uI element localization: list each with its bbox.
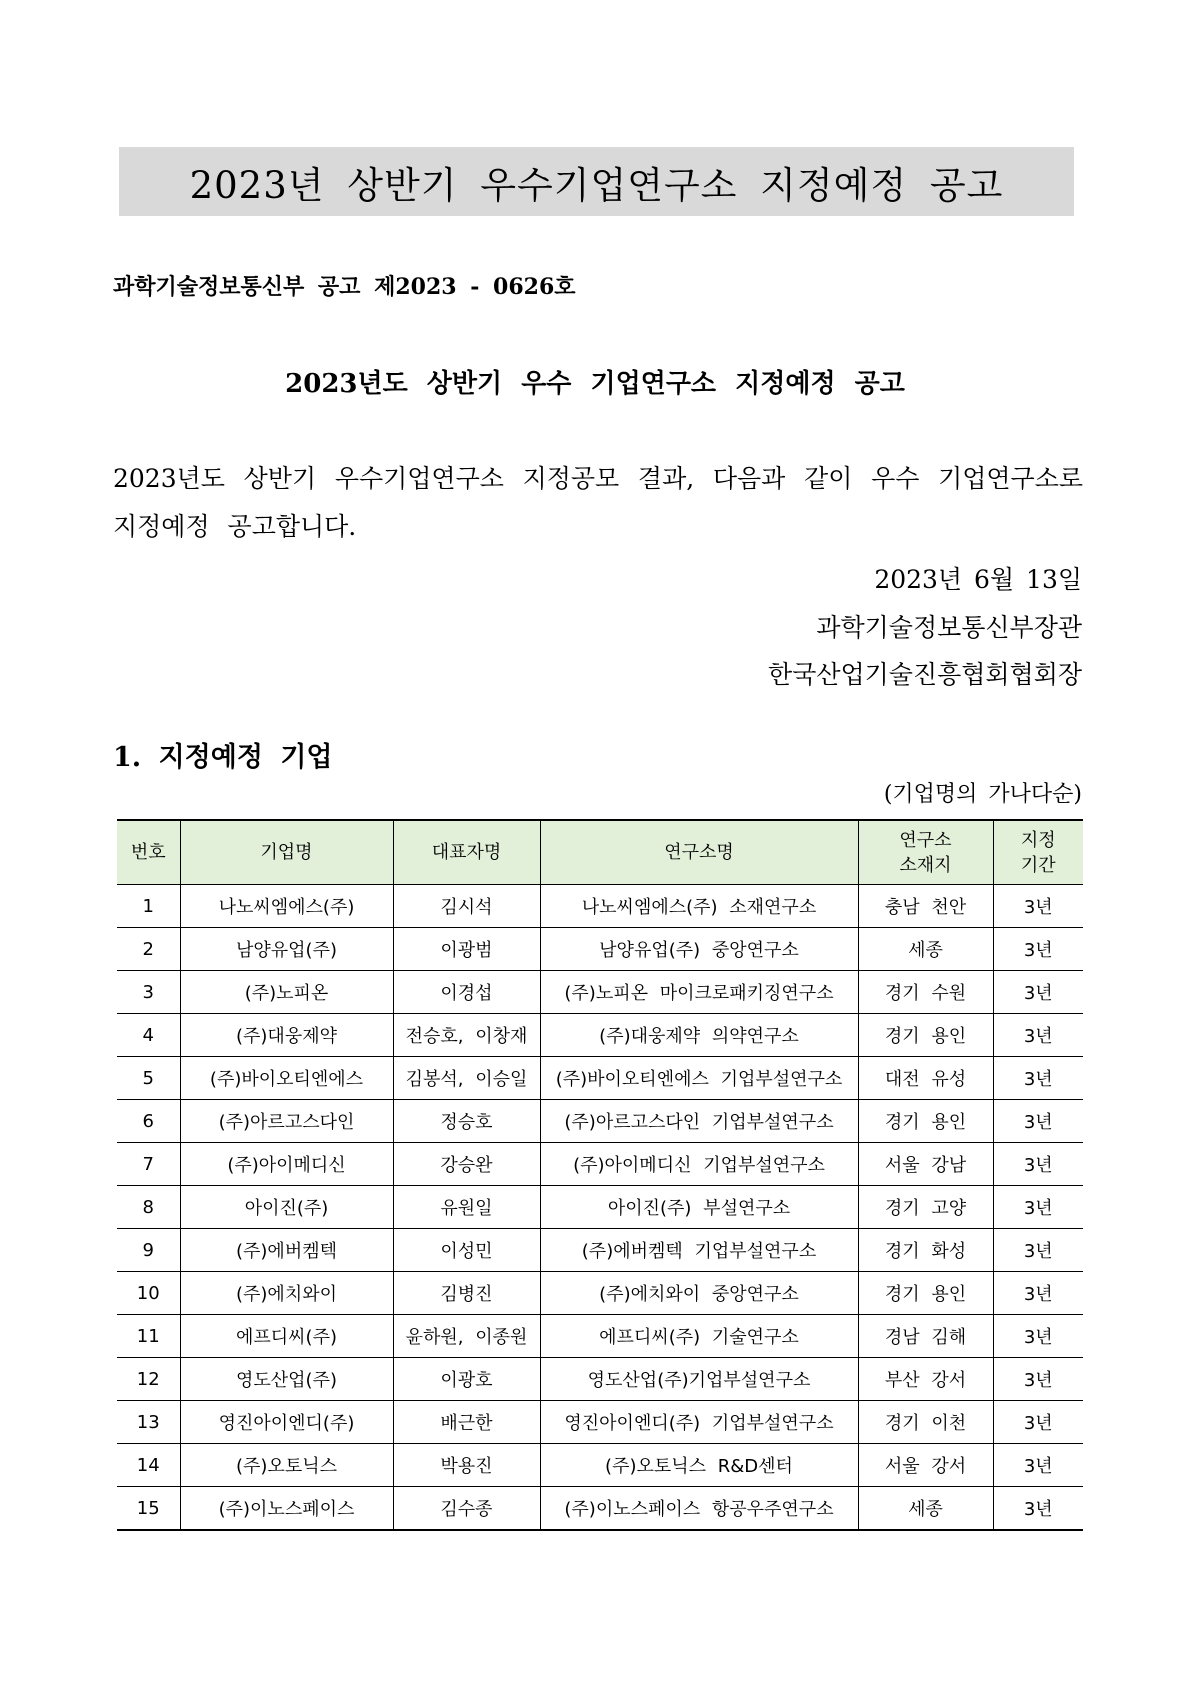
cell-company: (주)에치와이 xyxy=(180,1272,393,1315)
table-row xyxy=(117,1444,1083,1487)
cell-company: (주)이노스페이스 xyxy=(180,1487,393,1531)
cell-company: (주)대웅제약 xyxy=(180,1014,393,1057)
cell-lab: (주)에버켐텍 기업부설연구소 xyxy=(540,1229,858,1272)
cell-no: 3 xyxy=(117,971,180,1014)
cell-no: 15 xyxy=(117,1487,180,1531)
cell-company: (주)아이메디신 xyxy=(180,1143,393,1186)
table-row xyxy=(117,1143,1083,1186)
header-ceo: 대표자명 xyxy=(393,820,540,885)
cell-lab: (주)오토닉스 R&D센터 xyxy=(540,1444,858,1487)
section-heading: 1. 지정예정 기업 xyxy=(113,742,333,773)
cell-lab: (주)아이메디신 기업부설연구소 xyxy=(540,1143,858,1186)
cell-ceo: 정승호 xyxy=(393,1100,540,1143)
cell-location: 경남 김해 xyxy=(858,1315,993,1358)
cell-no: 13 xyxy=(117,1401,180,1444)
cell-period: 3년 xyxy=(993,1229,1083,1272)
cell-period: 3년 xyxy=(993,971,1083,1014)
notice-number: 과학기술정보통신부 공고 제2023 - 0626호 xyxy=(113,274,576,300)
cell-lab: (주)아르고스다인 기업부설연구소 xyxy=(540,1100,858,1143)
cell-location: 부산 강서 xyxy=(858,1358,993,1401)
table-row xyxy=(117,1315,1083,1358)
table-row xyxy=(117,1100,1083,1143)
cell-ceo: 김시석 xyxy=(393,885,540,928)
cell-ceo: 김병진 xyxy=(393,1272,540,1315)
cell-lab: 에프디씨(주) 기술연구소 xyxy=(540,1315,858,1358)
cell-company: (주)에버켐텍 xyxy=(180,1229,393,1272)
cell-location: 대전 유성 xyxy=(858,1057,993,1100)
cell-ceo: 김수종 xyxy=(393,1487,540,1531)
cell-ceo: 김봉석, 이승일 xyxy=(393,1057,540,1100)
header-period-line2: 기간 xyxy=(1020,854,1056,876)
cell-no: 9 xyxy=(117,1229,180,1272)
table-body xyxy=(117,885,1083,1531)
cell-no: 7 xyxy=(117,1143,180,1186)
header-lab: 연구소명 xyxy=(540,820,858,885)
notice-body: 2023년도 상반기 우수기업연구소 지정공모 결과, 다음과 같이 우수 기업연구소로 지정예정 공고합니다. xyxy=(113,464,1083,541)
header-no: 번호 xyxy=(117,820,180,885)
cell-location: 경기 용인 xyxy=(858,1014,993,1057)
table-row xyxy=(117,1057,1083,1100)
header-location-line1: 연구소 xyxy=(899,829,952,851)
cell-lab: (주)에치와이 중앙연구소 xyxy=(540,1272,858,1315)
header-location-line2: 소재지 xyxy=(899,854,952,876)
cell-no: 1 xyxy=(117,885,180,928)
signatory-association: 한국산업기술진흥협회협회장 xyxy=(768,660,1082,689)
cell-no: 10 xyxy=(117,1272,180,1315)
cell-company: (주)오토닉스 xyxy=(180,1444,393,1487)
cell-ceo: 유원일 xyxy=(393,1186,540,1229)
cell-company: 에프디씨(주) xyxy=(180,1315,393,1358)
cell-company: 아이진(주) xyxy=(180,1186,393,1229)
cell-company: 영진아이엔디(주) xyxy=(180,1401,393,1444)
cell-location: 경기 화성 xyxy=(858,1229,993,1272)
cell-location: 세종 xyxy=(858,1487,993,1531)
cell-location: 충남 천안 xyxy=(858,885,993,928)
cell-location: 경기 고양 xyxy=(858,1186,993,1229)
cell-location: 서울 강남 xyxy=(858,1143,993,1186)
cell-period: 3년 xyxy=(993,1401,1083,1444)
table-row xyxy=(117,885,1083,928)
cell-location: 경기 용인 xyxy=(858,1272,993,1315)
cell-company: 나노씨엠에스(주) xyxy=(180,885,393,928)
cell-period: 3년 xyxy=(993,1272,1083,1315)
cell-no: 2 xyxy=(117,928,180,971)
cell-period: 3년 xyxy=(993,1143,1083,1186)
cell-period: 3년 xyxy=(993,1487,1083,1531)
cell-period: 3년 xyxy=(993,885,1083,928)
cell-no: 11 xyxy=(117,1315,180,1358)
cell-period: 3년 xyxy=(993,1444,1083,1487)
cell-ceo: 이광호 xyxy=(393,1358,540,1401)
header-location xyxy=(858,820,993,885)
table-row xyxy=(117,971,1083,1014)
table-row xyxy=(117,1014,1083,1057)
notice-subtitle: 2023년도 상반기 우수 기업연구소 지정예정 공고 xyxy=(285,369,905,399)
cell-location: 세종 xyxy=(858,928,993,971)
header-period xyxy=(993,820,1083,885)
cell-lab: (주)대웅제약 의약연구소 xyxy=(540,1014,858,1057)
cell-no: 12 xyxy=(117,1358,180,1401)
table-row xyxy=(117,1358,1083,1401)
cell-location: 경기 이천 xyxy=(858,1401,993,1444)
table-row xyxy=(117,1487,1083,1531)
cell-period: 3년 xyxy=(993,1186,1083,1229)
cell-period: 3년 xyxy=(993,1358,1083,1401)
cell-no: 5 xyxy=(117,1057,180,1100)
table-row xyxy=(117,1186,1083,1229)
cell-company: 영도산업(주) xyxy=(180,1358,393,1401)
cell-company: 남양유업(주) xyxy=(180,928,393,971)
cell-lab: (주)노피온 마이크로패키징연구소 xyxy=(540,971,858,1014)
header-period-line1: 지정 xyxy=(1020,829,1056,851)
cell-period: 3년 xyxy=(993,1014,1083,1057)
cell-period: 3년 xyxy=(993,1057,1083,1100)
cell-lab: 남양유업(주) 중앙연구소 xyxy=(540,928,858,971)
cell-location: 경기 수원 xyxy=(858,971,993,1014)
cell-lab: 영진아이엔디(주) 기업부설연구소 xyxy=(540,1401,858,1444)
cell-ceo: 강승완 xyxy=(393,1143,540,1186)
cell-ceo: 전승호, 이창재 xyxy=(393,1014,540,1057)
cell-no: 8 xyxy=(117,1186,180,1229)
cell-no: 14 xyxy=(117,1444,180,1487)
title-banner xyxy=(119,147,1074,216)
cell-period: 3년 xyxy=(993,928,1083,971)
cell-lab: (주)바이오티엔에스 기업부설연구소 xyxy=(540,1057,858,1100)
cell-lab: 나노씨엠에스(주) 소재연구소 xyxy=(540,885,858,928)
cell-period: 3년 xyxy=(993,1100,1083,1143)
page-title: 2023년 상반기 우수기업연구소 지정예정 공고 xyxy=(189,163,1004,207)
cell-ceo: 이성민 xyxy=(393,1229,540,1272)
cell-period: 3년 xyxy=(993,1315,1083,1358)
cell-location: 서울 강서 xyxy=(858,1444,993,1487)
cell-no: 4 xyxy=(117,1014,180,1057)
cell-ceo: 이광범 xyxy=(393,928,540,971)
signatory-minister: 과학기술정보통신부장관 xyxy=(816,613,1082,642)
cell-company: (주)노피온 xyxy=(180,971,393,1014)
cell-lab: 아이진(주) 부설연구소 xyxy=(540,1186,858,1229)
cell-no: 6 xyxy=(117,1100,180,1143)
header-company: 기업명 xyxy=(180,820,393,885)
cell-ceo: 이경섭 xyxy=(393,971,540,1014)
notice-date: 2023년 6월 13일 xyxy=(874,565,1082,594)
table-row xyxy=(117,1401,1083,1444)
table-row xyxy=(117,928,1083,971)
cell-lab: 영도산업(주)기업부설연구소 xyxy=(540,1358,858,1401)
cell-ceo: 배근한 xyxy=(393,1401,540,1444)
table-row xyxy=(117,1272,1083,1315)
designated-companies-table xyxy=(117,819,1083,1531)
cell-company: (주)아르고스다인 xyxy=(180,1100,393,1143)
cell-company: (주)바이오티엔에스 xyxy=(180,1057,393,1100)
cell-location: 경기 용인 xyxy=(858,1100,993,1143)
table-row xyxy=(117,1229,1083,1272)
table-header-row xyxy=(117,820,1083,885)
sort-note: (기업명의 가나다순) xyxy=(883,782,1082,807)
cell-ceo: 윤하원, 이종원 xyxy=(393,1315,540,1358)
cell-lab: (주)이노스페이스 항공우주연구소 xyxy=(540,1487,858,1531)
cell-ceo: 박용진 xyxy=(393,1444,540,1487)
